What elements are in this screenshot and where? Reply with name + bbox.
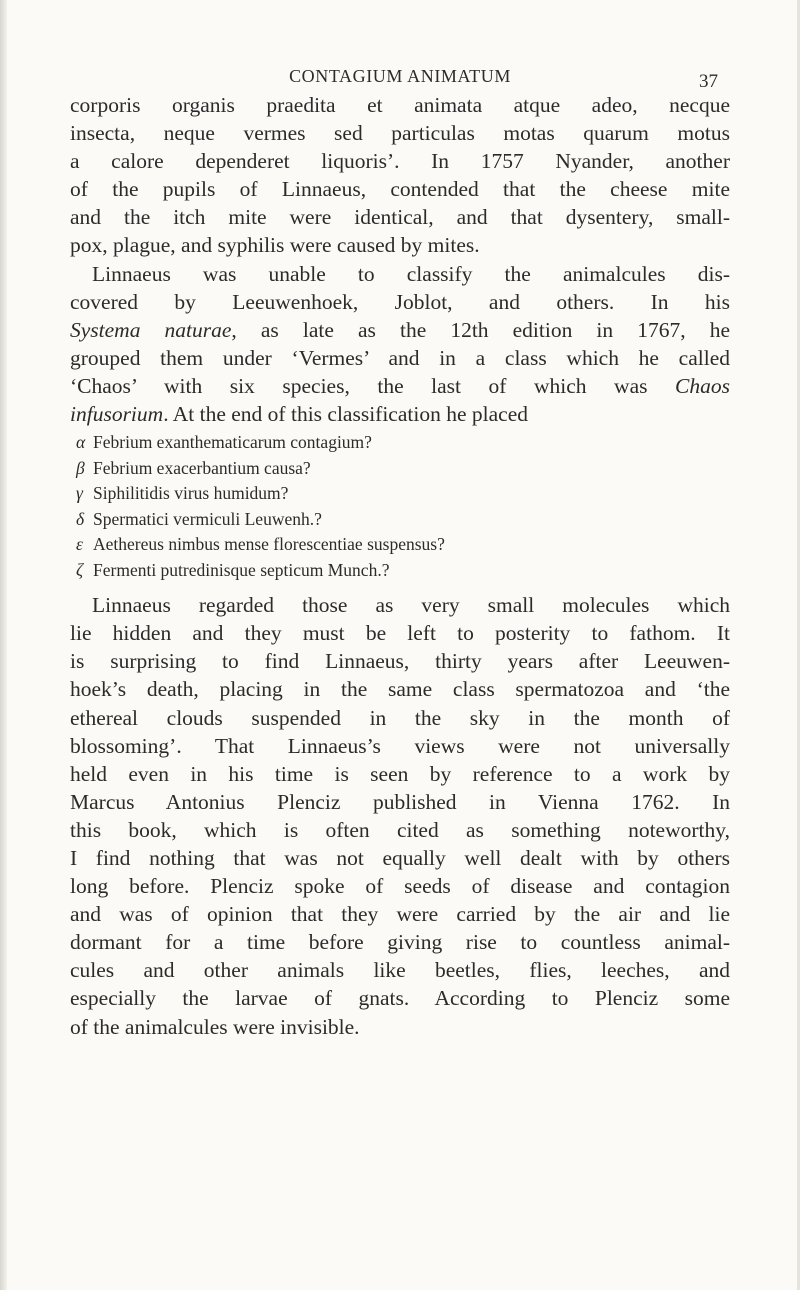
list-item [76,532,730,558]
text-line: held even in his time is seen by reference to a work by [70,761,730,786]
text-line: ethereal clouds suspended in the sky in the month of [70,705,730,730]
list-item-text: Spermatici vermiculi Leuwenh.? [93,508,322,529]
text-line: is surprising to find Linnaeus, thirty years after Leeuwen- [70,649,730,674]
text-line: covered by Leeuwenhoek, Joblot, and others. In his [70,289,730,314]
text-line: and was of opinion that they were carried by the air and lie [70,902,730,927]
text-line: Marcus Antonius Plenciz published in Vienna 1762. In [70,789,730,814]
list-item [76,481,730,507]
list-item-text: Febrium exacerbantium causa? [93,457,311,478]
greek-letter-marker: α [76,432,86,453]
text-span: ‘Chaos’ with six species, the last of which was [70,373,676,398]
text-line: I find nothing that was not equally well dealt with by others [70,845,730,870]
text-line: corporis organis praedita et animata atque adeo, necque [70,93,730,117]
text-line [70,316,730,344]
text-line: and the itch mite were identical, and that dysentery, small- [70,205,730,230]
list-item [76,456,730,482]
list-item-text: Fermenti putredinisque septicum Munch.? [93,559,390,580]
scan-edge-left [0,0,7,1290]
paragraph-2 [70,260,730,429]
text-line: pox, plague, and syphilis were caused by mites. [70,233,480,258]
text-line: dormant for a time before giving rise to countless animal- [70,930,730,955]
paragraph-1 [70,91,730,260]
text-line: insecta, neque vermes sed particulas motas quarum motus [70,121,730,146]
running-title: CONTAGIUM ANIMATUM [289,66,511,86]
list-item-text: Aethereus nimbus mense florescentiae suspensus? [93,534,445,555]
text-span: Linnaeus was unable to classify the animalcules dis- [92,261,730,286]
text-span: , as late as the 12th edition in 1767, he [231,317,730,342]
greek-letter-marker: ζ [76,559,84,580]
italic-species: Chaos [675,373,730,398]
text-line: hoek’s death, placing in the same class spermatozoa and ‘the [70,677,730,702]
classification-list [70,430,730,583]
body-text [70,91,730,1041]
list-item [76,430,730,456]
italic-species: infusorium [70,402,164,427]
text-line: of the pupils of Linnaeus, contended that the cheese mite [70,177,730,202]
text-line: this book, which is often cited as something noteworthy, [70,817,730,842]
greek-letter-marker: γ [76,483,83,504]
text-line: grouped them under ‘Vermes’ and in a class which he called [70,345,730,370]
list-item [76,507,730,533]
text-line: lie hidden and they must be left to posterity to fathom. It [70,621,730,646]
text-line: cules and other animals like beetles, flies, leeches, and [70,958,730,983]
italic-title: Systema naturae [70,317,232,342]
text-line: of the animalcules were invisible. [70,1014,360,1039]
text-line [70,260,730,288]
text-line [70,591,730,619]
running-head [0,64,800,90]
text-line: long before. Plenciz spoke of seeds of disease and contagion [70,874,730,899]
greek-letter-marker: δ [76,508,85,529]
list-item-text: Siphilitidis virus humidum? [93,483,289,504]
text-span: Linnaeus regarded those as very small molecules which [92,593,730,618]
list-item [76,558,730,584]
paragraph-3 [70,591,730,1041]
list-item-text: Febrium exanthematicarum contagium? [93,432,372,453]
page-number: 37 [699,71,718,92]
text-line [70,372,730,400]
text-line: especially the larvae of gnats. According to Plenciz some [70,986,730,1011]
greek-letter-marker: ε [76,534,83,555]
text-line: blossoming’. That Linnaeus’s views were not universally [70,733,730,758]
text-line: a calore dependeret liquoris’. In 1757 Nyander, another [70,149,730,174]
text-span: . At the end of this classification he placed [163,402,528,427]
greek-letter-marker: β [76,457,85,478]
text-line [70,400,730,428]
